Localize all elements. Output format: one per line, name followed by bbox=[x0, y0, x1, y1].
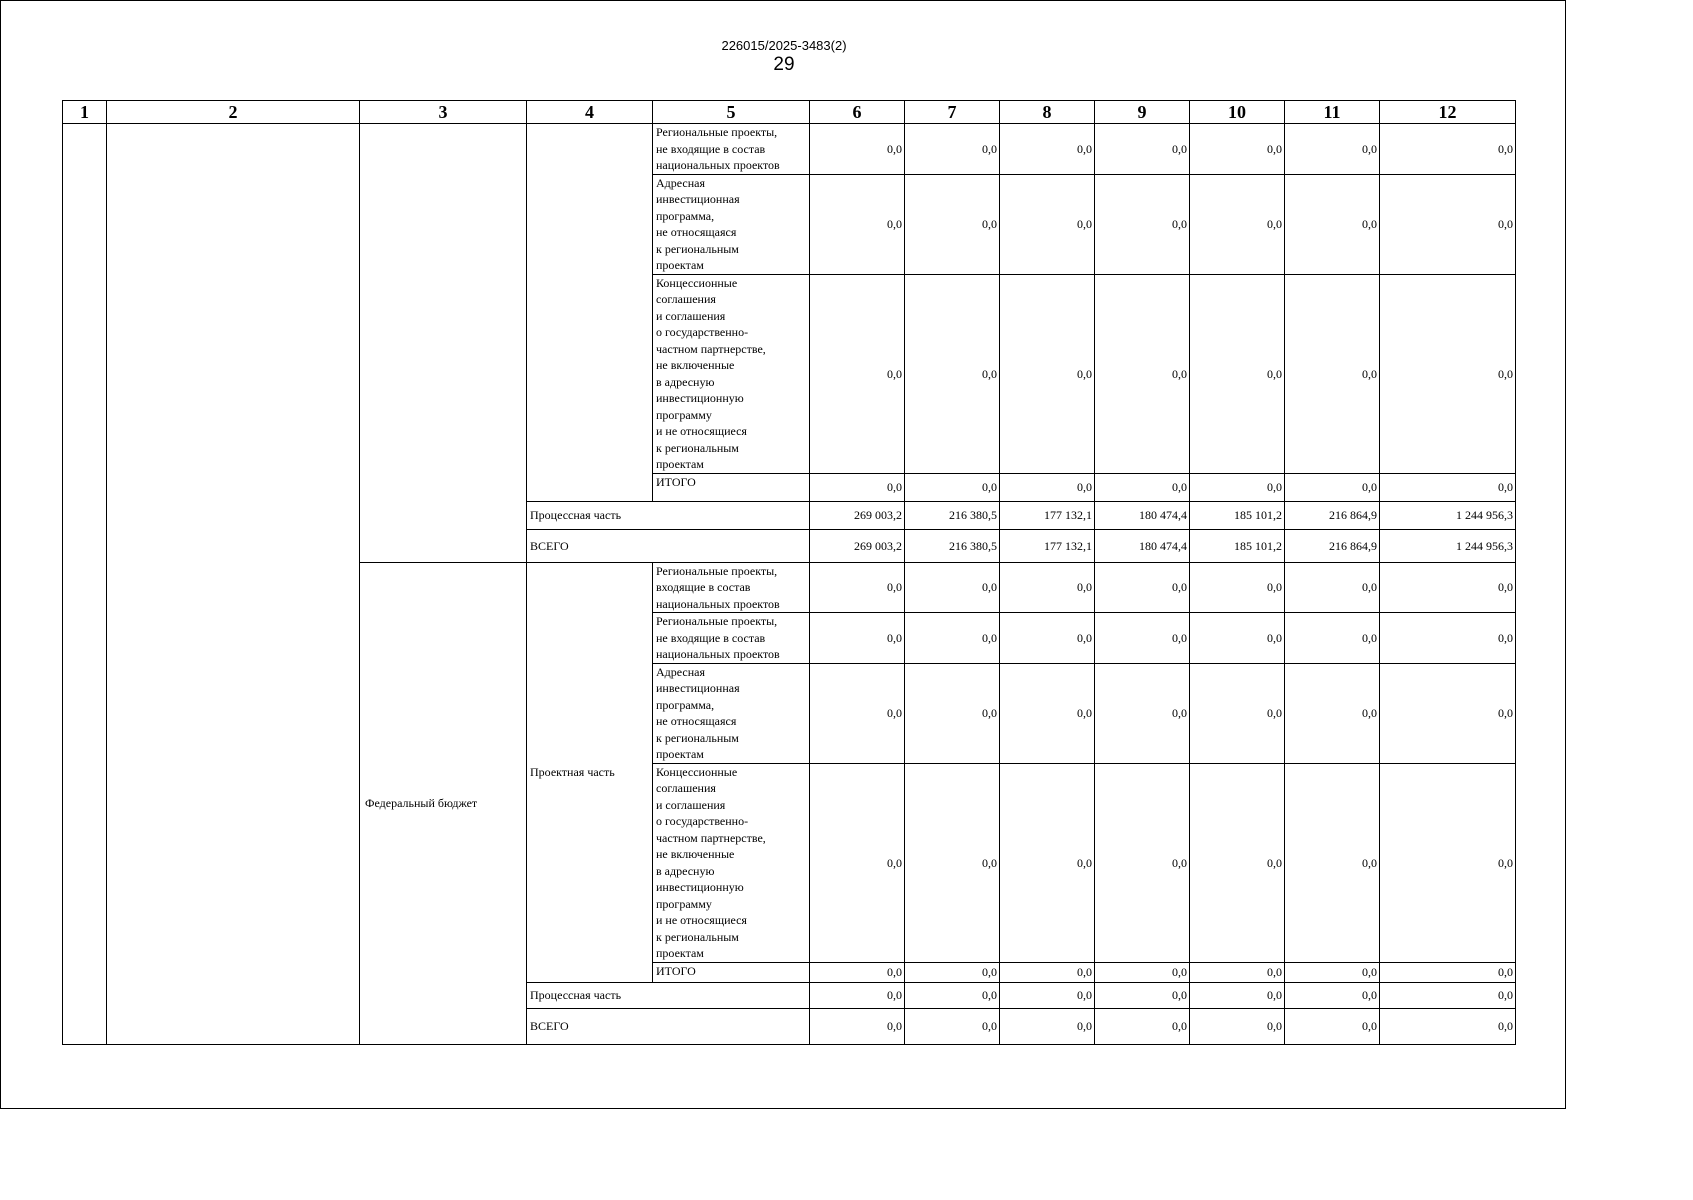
value-cell: 0,0 bbox=[1000, 1008, 1095, 1044]
value-cell: 0,0 bbox=[1285, 174, 1380, 274]
value-cell: 0,0 bbox=[1095, 613, 1190, 664]
value-cell: 0,0 bbox=[1190, 274, 1285, 473]
value-cell: 0,0 bbox=[1000, 663, 1095, 763]
value-cell: 0,0 bbox=[1285, 962, 1380, 982]
column-header: 3 bbox=[360, 101, 527, 124]
value-cell: 0,0 bbox=[905, 124, 1000, 175]
value-cell: 0,0 bbox=[1285, 1008, 1380, 1044]
value-cell: 216 380,5 bbox=[905, 501, 1000, 529]
value-cell: 0,0 bbox=[1380, 124, 1516, 175]
column-header: 7 bbox=[905, 101, 1000, 124]
column-header: 1 bbox=[63, 101, 107, 124]
column-header: 9 bbox=[1095, 101, 1190, 124]
value-cell: 0,0 bbox=[810, 982, 905, 1008]
value-cell: 0,0 bbox=[1380, 763, 1516, 962]
value-cell: 1 244 956,3 bbox=[1380, 529, 1516, 562]
value-cell: 0,0 bbox=[1285, 124, 1380, 175]
page-number: 29 bbox=[773, 54, 795, 75]
row-label: Адресная инвестиционная программа, не относящаяся к региональным проектам bbox=[653, 174, 810, 274]
row-label: Региональные проекты, входящие в состав национальных проектов bbox=[653, 562, 810, 613]
value-cell: 0,0 bbox=[1285, 982, 1380, 1008]
value-cell: 216 380,5 bbox=[905, 529, 1000, 562]
value-cell: 0,0 bbox=[1380, 613, 1516, 664]
value-cell: 0,0 bbox=[1190, 174, 1285, 274]
value-cell: 0,0 bbox=[810, 274, 905, 473]
value-cell: 0,0 bbox=[1380, 982, 1516, 1008]
value-cell: 0,0 bbox=[810, 174, 905, 274]
value-cell: 0,0 bbox=[1000, 613, 1095, 664]
value-cell: 0,0 bbox=[1190, 962, 1285, 982]
value-cell: 0,0 bbox=[905, 763, 1000, 962]
value-cell: 0,0 bbox=[1380, 962, 1516, 982]
table-row bbox=[63, 124, 1516, 175]
total-label: ВСЕГО bbox=[527, 529, 810, 562]
value-cell: 177 132,1 bbox=[1000, 529, 1095, 562]
value-cell: 0,0 bbox=[810, 1008, 905, 1044]
column-header: 6 bbox=[810, 101, 905, 124]
value-cell: 180 474,4 bbox=[1095, 529, 1190, 562]
value-cell: 216 864,9 bbox=[1285, 529, 1380, 562]
value-cell: 0,0 bbox=[905, 962, 1000, 982]
finance-table bbox=[62, 100, 1516, 1045]
value-cell: 0,0 bbox=[905, 663, 1000, 763]
document-number: 226015/2025-3483(2) bbox=[721, 38, 847, 53]
value-cell: 0,0 bbox=[905, 174, 1000, 274]
value-cell: 0,0 bbox=[810, 962, 905, 982]
value-cell: 0,0 bbox=[1285, 473, 1380, 501]
value-cell: 0,0 bbox=[1285, 613, 1380, 664]
column-header: 10 bbox=[1190, 101, 1285, 124]
row-label: ИТОГО bbox=[653, 473, 810, 501]
value-cell: 0,0 bbox=[1000, 982, 1095, 1008]
value-cell: 0,0 bbox=[1285, 763, 1380, 962]
value-cell: 0,0 bbox=[1095, 124, 1190, 175]
col1-cell bbox=[63, 124, 107, 1045]
value-cell: 0,0 bbox=[1000, 962, 1095, 982]
value-cell: 0,0 bbox=[810, 663, 905, 763]
column-header: 4 bbox=[527, 101, 653, 124]
value-cell: 0,0 bbox=[1190, 562, 1285, 613]
value-cell: 180 474,4 bbox=[1095, 501, 1190, 529]
row-label: Региональные проекты, не входящие в состав национальных проектов bbox=[653, 613, 810, 664]
col2-cell bbox=[107, 124, 360, 1045]
value-cell: 0,0 bbox=[1190, 473, 1285, 501]
value-cell: 0,0 bbox=[810, 763, 905, 962]
total-label: ВСЕГО bbox=[527, 1008, 810, 1044]
row-label: ИТОГО bbox=[653, 962, 810, 982]
value-cell: 0,0 bbox=[1285, 663, 1380, 763]
process-part-label: Процессная часть bbox=[527, 982, 810, 1008]
value-cell: 0,0 bbox=[905, 1008, 1000, 1044]
value-cell: 0,0 bbox=[1000, 763, 1095, 962]
value-cell: 0,0 bbox=[810, 562, 905, 613]
value-cell: 0,0 bbox=[1000, 473, 1095, 501]
value-cell: 0,0 bbox=[905, 613, 1000, 664]
part-label-project: Проектная часть bbox=[527, 562, 653, 982]
value-cell: 185 101,2 bbox=[1190, 501, 1285, 529]
value-cell: 0,0 bbox=[905, 562, 1000, 613]
value-cell: 0,0 bbox=[1000, 174, 1095, 274]
value-cell: 0,0 bbox=[1095, 763, 1190, 962]
value-cell: 0,0 bbox=[1285, 274, 1380, 473]
value-cell: 0,0 bbox=[1095, 562, 1190, 613]
value-cell: 0,0 bbox=[1000, 562, 1095, 613]
process-part-label: Процессная часть bbox=[527, 501, 810, 529]
value-cell: 0,0 bbox=[1095, 962, 1190, 982]
source-cell bbox=[360, 124, 527, 563]
value-cell: 216 864,9 bbox=[1285, 501, 1380, 529]
value-cell: 0,0 bbox=[1000, 124, 1095, 175]
value-cell: 0,0 bbox=[1095, 982, 1190, 1008]
value-cell: 0,0 bbox=[1095, 274, 1190, 473]
value-cell: 0,0 bbox=[1190, 1008, 1285, 1044]
value-cell: 1 244 956,3 bbox=[1380, 501, 1516, 529]
value-cell: 269 003,2 bbox=[810, 501, 905, 529]
row-label: Концессионные соглашения и соглашения о государственно- частном партнерстве, не включенные в адресную инвестиционную программу и не относящиеся к региональным проектам bbox=[653, 763, 810, 962]
part-cell bbox=[527, 124, 653, 502]
value-cell: 0,0 bbox=[1380, 663, 1516, 763]
value-cell: 0,0 bbox=[1380, 1008, 1516, 1044]
value-cell: 0,0 bbox=[810, 473, 905, 501]
value-cell: 0,0 bbox=[1095, 1008, 1190, 1044]
value-cell: 269 003,2 bbox=[810, 529, 905, 562]
value-cell: 0,0 bbox=[1095, 473, 1190, 501]
row-label: Региональные проекты, не входящие в состав национальных проектов bbox=[653, 124, 810, 175]
column-header: 5 bbox=[653, 101, 810, 124]
value-cell: 0,0 bbox=[1285, 562, 1380, 613]
value-cell: 0,0 bbox=[905, 274, 1000, 473]
value-cell: 0,0 bbox=[1190, 663, 1285, 763]
value-cell: 0,0 bbox=[905, 982, 1000, 1008]
value-cell: 0,0 bbox=[810, 124, 905, 175]
value-cell: 177 132,1 bbox=[1000, 501, 1095, 529]
column-header: 8 bbox=[1000, 101, 1095, 124]
column-header: 12 bbox=[1380, 101, 1516, 124]
value-cell: 0,0 bbox=[1190, 763, 1285, 962]
value-cell: 0,0 bbox=[1380, 274, 1516, 473]
column-header: 2 bbox=[107, 101, 360, 124]
value-cell: 0,0 bbox=[1190, 124, 1285, 175]
value-cell: 0,0 bbox=[1380, 174, 1516, 274]
value-cell: 0,0 bbox=[1000, 274, 1095, 473]
value-cell: 0,0 bbox=[1380, 473, 1516, 501]
value-cell: 0,0 bbox=[1095, 663, 1190, 763]
value-cell: 0,0 bbox=[810, 613, 905, 664]
column-header: 11 bbox=[1285, 101, 1380, 124]
value-cell: 0,0 bbox=[1190, 982, 1285, 1008]
value-cell: 185 101,2 bbox=[1190, 529, 1285, 562]
value-cell: 0,0 bbox=[1095, 174, 1190, 274]
header-row bbox=[63, 101, 1516, 124]
source-label-federal: Федеральный бюджет bbox=[360, 562, 527, 1044]
row-label: Адресная инвестиционная программа, не относящаяся к региональным проектам bbox=[653, 663, 810, 763]
value-cell: 0,0 bbox=[905, 473, 1000, 501]
value-cell: 0,0 bbox=[1380, 562, 1516, 613]
row-label: Концессионные соглашения и соглашения о государственно- частном партнерстве, не включенные в адресную инвестиционную программу и не относящиеся к региональным проектам bbox=[653, 274, 810, 473]
value-cell: 0,0 bbox=[1190, 613, 1285, 664]
